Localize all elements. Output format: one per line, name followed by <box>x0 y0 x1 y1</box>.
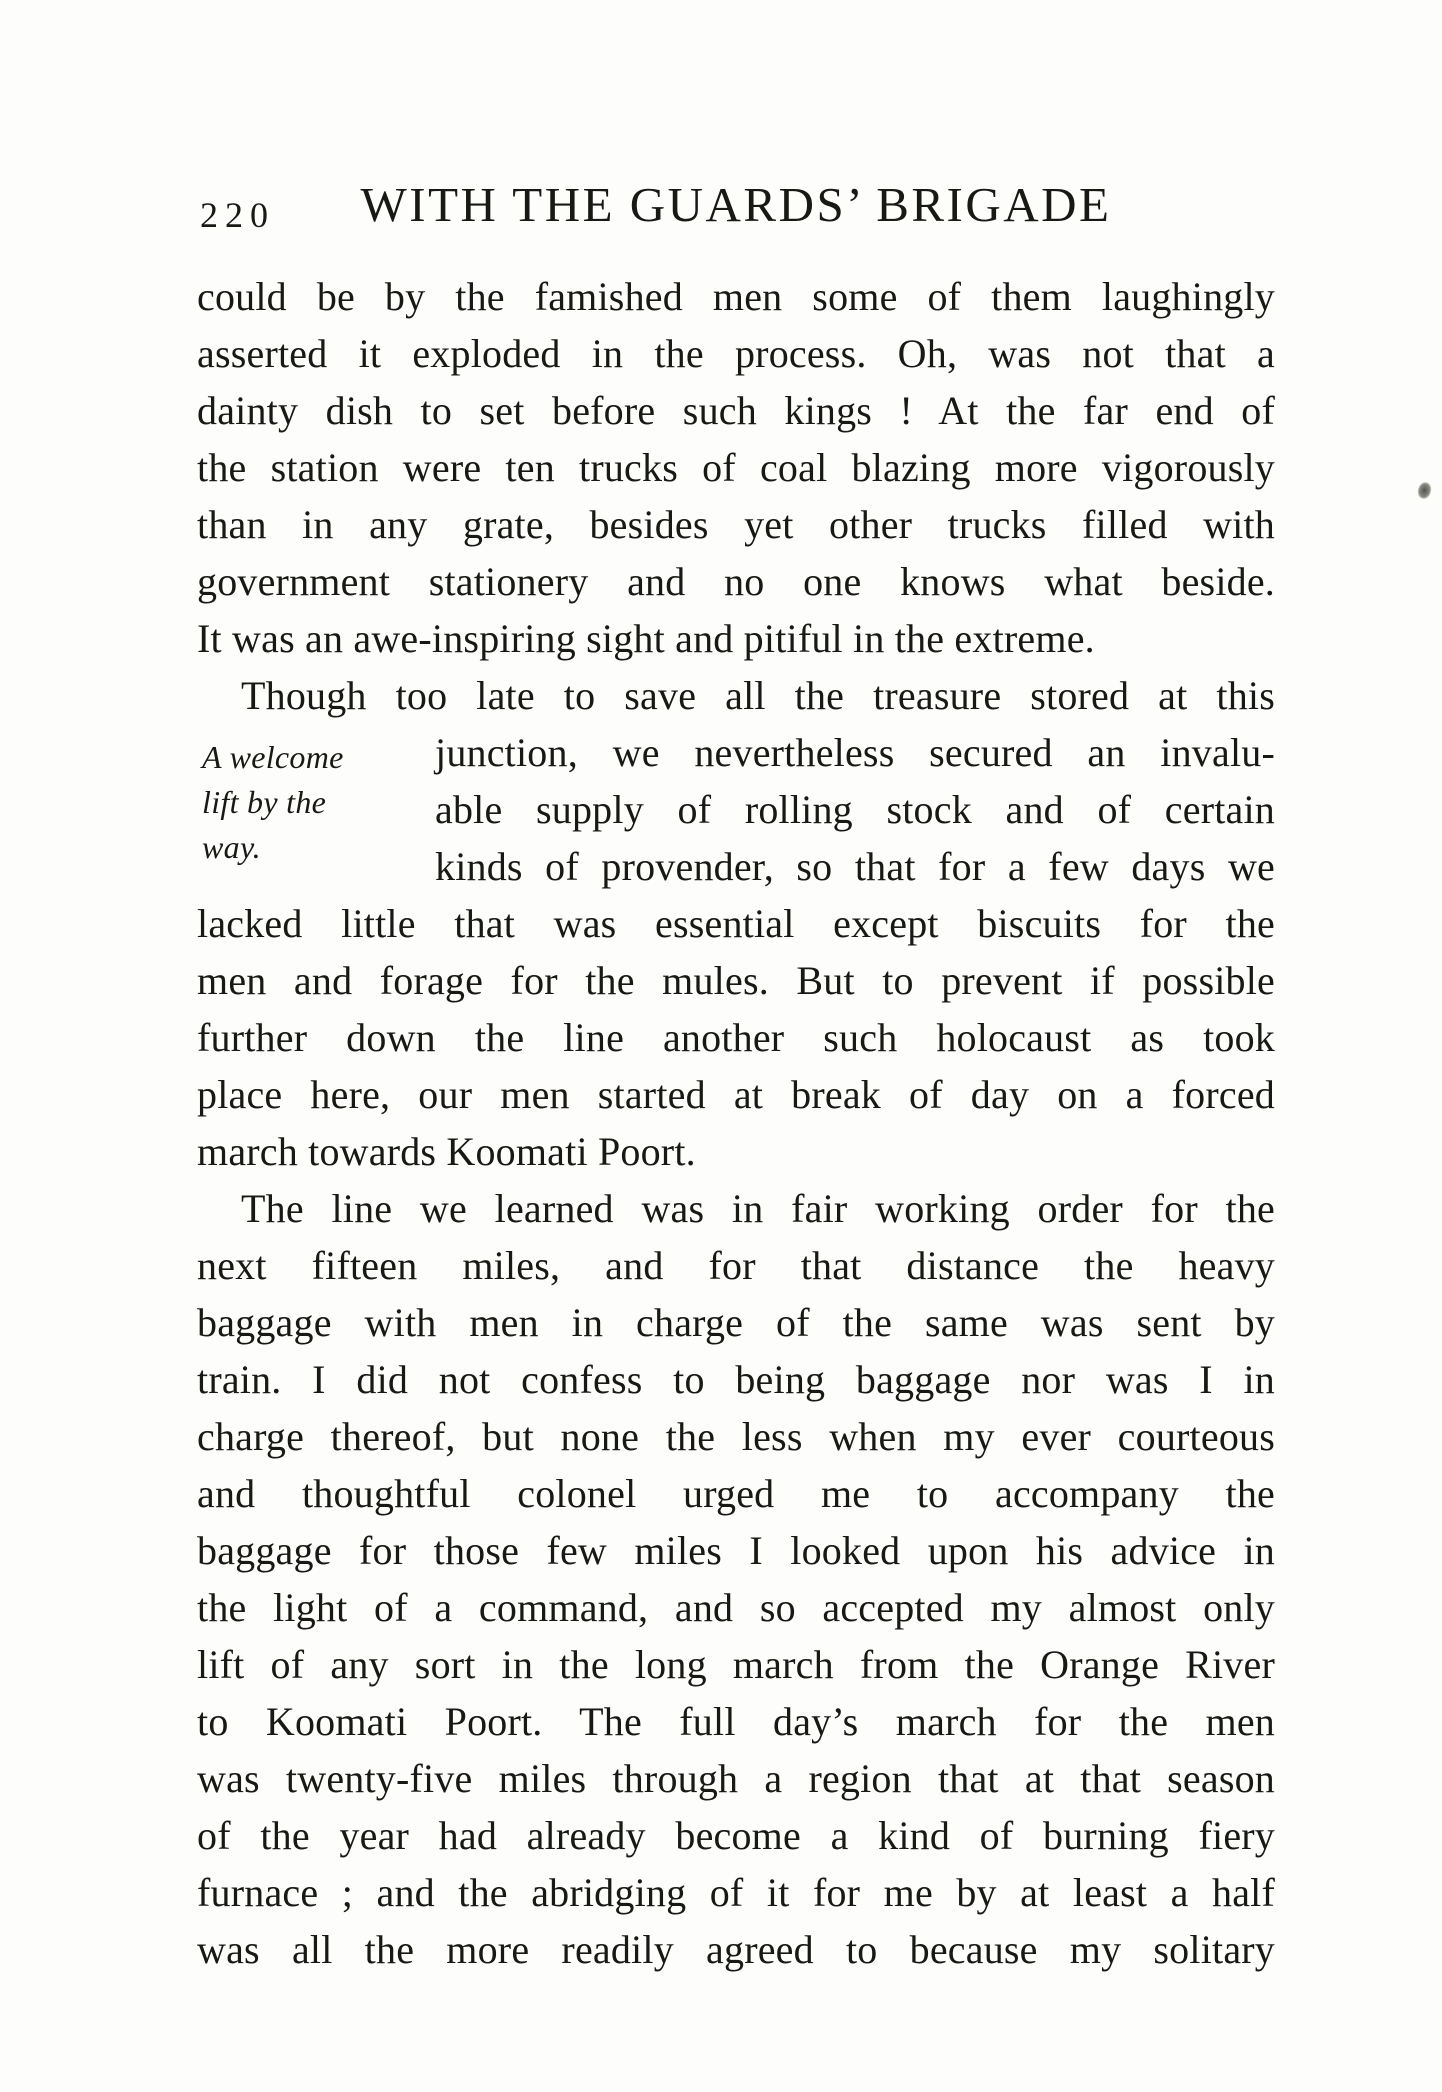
text-line: able supply of rolling stock and of certain <box>435 787 1275 832</box>
text-line: furnace ; and the abridging of it for me by at least a half <box>197 1870 1275 1915</box>
text-line: was all the more readily agreed to because my solitary <box>197 1927 1275 1972</box>
paragraph <box>197 1180 1275 1978</box>
margin-note-line: lift by the <box>202 784 327 820</box>
text-line: the station were ten trucks of coal blazing more vigorously <box>197 445 1275 490</box>
text-line: train. I did not confess to being baggage nor was I in <box>197 1357 1275 1402</box>
text-line: baggage for those few miles I looked upon his advice in <box>197 1528 1275 1573</box>
ink-smudge-artifact <box>1416 481 1433 501</box>
paragraph <box>197 667 1275 1180</box>
text-line: dainty dish to set before such kings ! At the far end of <box>197 388 1275 433</box>
text-line: asserted it exploded in the process. Oh, was not that a <box>197 331 1275 376</box>
text-line: the light of a command, and so accepted my almost only <box>197 1585 1275 1630</box>
text-line: next fifteen miles, and for that distance the heavy <box>197 1243 1275 1288</box>
text-line: further down the line another such holocaust as took <box>197 1015 1275 1060</box>
text-line: lacked little that was essential except biscuits for the <box>197 901 1275 946</box>
text-line: of the year had already become a kind of burning fiery <box>197 1813 1275 1858</box>
paragraph <box>197 268 1275 667</box>
text-line: men and forage for the mules. But to prevent if possible <box>197 958 1275 1003</box>
body-text <box>197 268 1275 1978</box>
text-line: Though too late to save all the treasure stored at this <box>241 673 1275 718</box>
text-line: kinds of provender, so that for a few days we <box>435 844 1275 889</box>
text-line: could be by the famished men some of them laughingly <box>197 274 1275 319</box>
text-line: to Koomati Poort. The full day’s march for the men <box>197 1699 1275 1744</box>
text-line: junction, we nevertheless secured an invalu- <box>435 730 1275 775</box>
text-line: lift of any sort in the long march from the Orange River <box>197 1642 1275 1687</box>
margin-note-line: way. <box>202 829 261 865</box>
text-line: government stationery and no one knows what beside. <box>197 559 1275 604</box>
text-line: place here, our men started at break of day on a forced <box>197 1072 1275 1117</box>
text-line: charge thereof, but none the less when my ever courteous <box>197 1414 1275 1459</box>
text-line: The line we learned was in fair working order for the <box>241 1186 1275 1231</box>
margin-note-line: A welcome <box>202 739 344 775</box>
text-line: It was an awe-inspiring sight and pitiful in the extreme. <box>197 616 1095 661</box>
text-line: than in any grate, besides yet other trucks filled with <box>197 502 1275 547</box>
page-number: 220 <box>200 195 275 235</box>
text-line: march towards Koomati Poort. <box>197 1129 696 1174</box>
text-line: and thoughtful colonel urged me to accompany the <box>197 1471 1275 1516</box>
text-line: was twenty-five miles through a region that at that season <box>197 1756 1275 1801</box>
running-header-title: WITH THE GUARDS’ BRIGADE <box>360 177 1112 232</box>
text-line: baggage with men in charge of the same was sent by <box>197 1300 1275 1345</box>
